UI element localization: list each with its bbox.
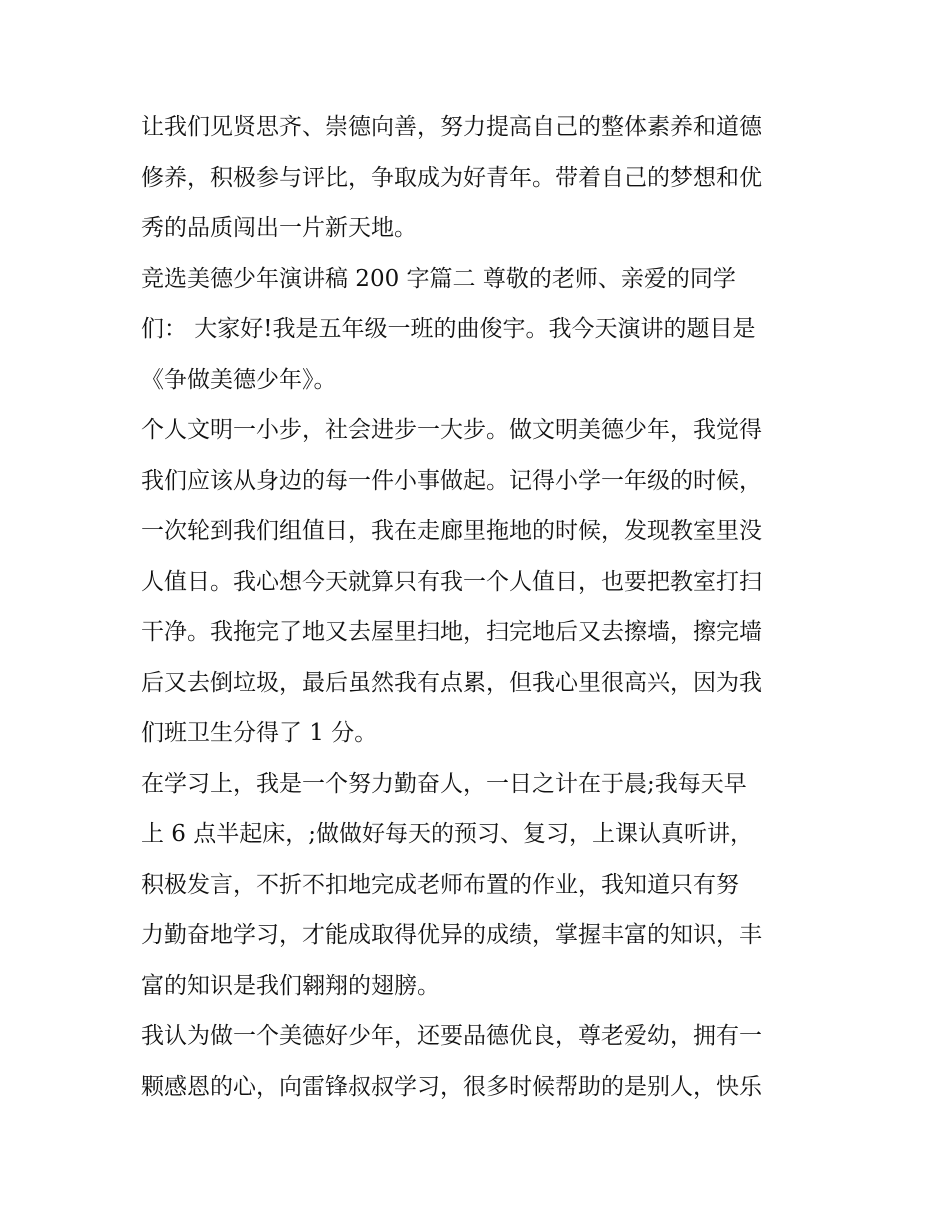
text-line: 《争做美德少年》。 [141,366,337,393]
text-line: 个人文明一小步，社会进步一大步。做文明美德少年，我觉得 [141,417,762,443]
text-line: 竞选美德少年演讲稿 200 字篇二 尊敬的老师、亲爱的同学 [141,265,736,292]
text-line: 人值日。我心想今天就算只有我一个人值日，也要把教室打扫 [141,568,762,595]
text-line: 修养，积极参与评比，争取成为好青年。带着自己的梦想和优 [141,164,762,191]
document-page [141,102,816,1112]
text-line: 富的知识是我们翱翔的翅膀。 [141,972,440,999]
text-line: 颗感恩的心，向雷锋叔叔学习，很多时候帮助的是别人，快乐 [141,1073,762,1100]
text-line: 让我们见贤思齐、崇德向善，努力提高自己的整体素养和道德 [141,114,762,140]
text-line: 力勤奋地学习，才能成取得优异的成绩，掌握丰富的知识，丰 [141,922,762,948]
text-line: 上 6 点半起床，;做做好每天的预习、复习，上课认真听讲， [141,821,754,847]
text-line: 干净。我拖完了地又去屋里扫地，扫完地后又去擦墙，擦完墙 [141,619,762,645]
text-line: 一次轮到我们组值日，我在走廊里拖地的时候，发现教室里没 [141,518,762,544]
text-line: 在学习上，我是一个努力勤奋人，一日之计在于晨;我每天早 [141,770,747,797]
text-line: 后又去倒垃圾，最后虽然我有点累，但我心里很高兴，因为我 [141,669,762,696]
text-line: 秀的品质闯出一片新天地。 [141,215,417,241]
text-line: 我认为做一个美德好少年，还要品德优良，尊老爱幼，拥有一 [141,1023,762,1049]
text-line: 们班卫生分得了 1 分。 [141,720,378,746]
text-line: 们： 大家好!我是五年级一班的曲俊宇。我今天演讲的题目是 [141,316,756,342]
text-line: 积极发言，不折不扣地完成老师布置的作业，我知道只有努 [141,871,739,898]
text-line: 我们应该从身边的每一件小事做起。记得小学一年级的时候， [141,467,762,494]
